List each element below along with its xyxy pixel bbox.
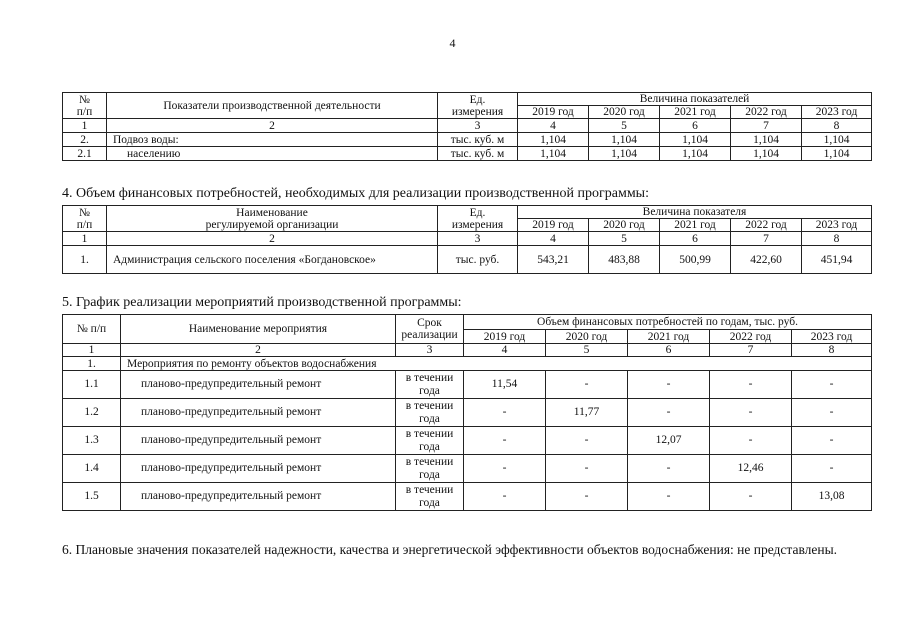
row-value: 1,104	[731, 133, 802, 147]
row-num: 1.3	[63, 427, 121, 455]
column-number: 5	[546, 344, 628, 357]
row-value: -	[628, 399, 710, 427]
column-number: 1	[63, 232, 107, 246]
row-num: 1.	[63, 246, 107, 274]
column-number: 6	[660, 119, 731, 133]
row-value: -	[792, 455, 872, 483]
row-value: 1,104	[731, 147, 802, 161]
col-header-values: Величина показателя	[518, 206, 872, 219]
row-num: 1.5	[63, 483, 121, 511]
section-4-heading: 4. Объем финансовых потребностей, необходимых для реализации производственной программы:	[62, 186, 649, 201]
schedule-table	[62, 314, 872, 511]
row-value: -	[792, 427, 872, 455]
page-number: 4	[449, 36, 456, 50]
col-header-year: 2022 год	[710, 330, 792, 344]
col-header-values: Объем финансовых потребностей по годам, тыс. руб.	[464, 315, 872, 330]
row-value: -	[792, 371, 872, 399]
col-header-organization: Наименование регулируемой организации	[107, 206, 438, 232]
row-unit: тыс. руб.	[438, 246, 518, 274]
column-number: 7	[731, 119, 802, 133]
financial-needs-table	[62, 205, 872, 274]
column-number: 8	[802, 119, 872, 133]
section-5-heading: 5. График реализации мероприятий производственной программы:	[62, 295, 462, 310]
row-num: 2.	[63, 133, 107, 147]
table-row	[63, 371, 872, 399]
col-header-year: 2020 год	[589, 106, 660, 119]
column-number: 3	[438, 119, 518, 133]
column-number: 5	[589, 119, 660, 133]
column-number: 2	[107, 232, 438, 246]
col-header-unit: Ед. измерения	[438, 93, 518, 119]
row-value: 451,94	[802, 246, 872, 274]
row-value: -	[792, 399, 872, 427]
column-number: 4	[518, 119, 589, 133]
column-number: 4	[464, 344, 546, 357]
row-value: 1,104	[802, 147, 872, 161]
row-unit: тыс. куб. м	[438, 147, 518, 161]
col-header-num: № п/п	[63, 93, 107, 119]
col-header-num: № п/п	[63, 206, 107, 232]
row-value: 13,08	[792, 483, 872, 511]
col-header-year: 2022 год	[731, 219, 802, 232]
row-value: -	[464, 427, 546, 455]
row-value: -	[628, 483, 710, 511]
table-row	[63, 427, 872, 455]
col-header-year: 2019 год	[518, 106, 589, 119]
col-header-unit: Ед. измерения	[438, 206, 518, 232]
row-value: -	[464, 455, 546, 483]
col-header-year: 2023 год	[802, 219, 872, 232]
row-num: 1.4	[63, 455, 121, 483]
row-name: Подвоз воды:	[107, 133, 438, 147]
row-value: -	[464, 483, 546, 511]
table-row	[63, 483, 872, 511]
col-header-year: 2023 год	[802, 106, 872, 119]
row-value: 1,104	[518, 147, 589, 161]
column-number: 1	[63, 119, 107, 133]
row-value: 1,104	[802, 133, 872, 147]
column-number: 2	[107, 119, 438, 133]
column-number: 3	[396, 344, 464, 357]
row-value: -	[710, 399, 792, 427]
row-value: 543,21	[518, 246, 589, 274]
table-row	[63, 246, 872, 274]
row-term: в течении года	[396, 427, 464, 455]
column-number-row	[63, 232, 872, 246]
col-header-year: 2021 год	[660, 106, 731, 119]
column-number: 6	[628, 344, 710, 357]
row-value: -	[710, 483, 792, 511]
row-value: 1,104	[660, 133, 731, 147]
row-name: населению	[107, 147, 438, 161]
col-header-year: 2019 год	[464, 330, 546, 344]
column-number: 5	[589, 232, 660, 246]
row-num: 1.2	[63, 399, 121, 427]
row-value: 12,07	[628, 427, 710, 455]
row-value: 12,46	[710, 455, 792, 483]
column-number: 3	[438, 232, 518, 246]
column-number: 2	[121, 344, 396, 357]
row-term: в течении года	[396, 455, 464, 483]
row-value: -	[710, 371, 792, 399]
row-value: -	[546, 455, 628, 483]
table-row	[63, 147, 872, 161]
column-number-row	[63, 344, 872, 357]
row-value: 1,104	[518, 133, 589, 147]
section-6-paragraph: 6. Плановые значения показателей надежности, качества и энергетической эффективности объектов водоснабжения: не представлены.	[62, 542, 838, 557]
row-value: -	[464, 399, 546, 427]
col-header-activity: Наименование мероприятия	[121, 315, 396, 344]
row-value: 1,104	[660, 147, 731, 161]
group-name: Мероприятия по ремонту объектов водоснабжения	[121, 357, 872, 371]
column-number: 6	[660, 232, 731, 246]
row-value: 1,104	[589, 133, 660, 147]
group-row	[63, 357, 872, 371]
row-value: -	[628, 455, 710, 483]
row-term: в течении года	[396, 483, 464, 511]
col-header-values: Величина показателей	[518, 93, 872, 106]
row-value: -	[628, 371, 710, 399]
col-header-year: 2022 год	[731, 106, 802, 119]
col-header-year: 2021 год	[660, 219, 731, 232]
column-number: 8	[802, 232, 872, 246]
row-term: в течении года	[396, 399, 464, 427]
column-number-row	[63, 119, 872, 133]
row-value: 483,88	[589, 246, 660, 274]
row-value: 11,77	[546, 399, 628, 427]
production-indicators-table	[62, 92, 872, 161]
col-header-year: 2020 год	[546, 330, 628, 344]
row-name: Администрация сельского поселения «Богдановское»	[107, 246, 438, 274]
row-value: 1,104	[589, 147, 660, 161]
column-number: 4	[518, 232, 589, 246]
col-header-term: Срок реализации	[396, 315, 464, 344]
row-value: 422,60	[731, 246, 802, 274]
row-num: 2.1	[63, 147, 107, 161]
column-number: 7	[731, 232, 802, 246]
row-value: -	[546, 427, 628, 455]
column-number: 1	[63, 344, 121, 357]
row-term: в течении года	[396, 371, 464, 399]
col-header-year: 2020 год	[589, 219, 660, 232]
row-value: -	[546, 371, 628, 399]
row-value: 500,99	[660, 246, 731, 274]
row-unit: тыс. куб. м	[438, 133, 518, 147]
col-header-year: 2019 год	[518, 219, 589, 232]
table-row	[63, 455, 872, 483]
row-name: планово-предупредительный ремонт	[121, 399, 396, 427]
col-header-indicator: Показатели производственной деятельности	[107, 93, 438, 119]
table-row	[63, 399, 872, 427]
col-header-year: 2021 год	[628, 330, 710, 344]
row-name: планово-предупредительный ремонт	[121, 371, 396, 399]
group-num: 1.	[63, 357, 121, 371]
column-number: 8	[792, 344, 872, 357]
row-value: -	[710, 427, 792, 455]
col-header-year: 2023 год	[792, 330, 872, 344]
row-value: -	[546, 483, 628, 511]
col-header-num: № п/п	[63, 315, 121, 344]
row-num: 1.1	[63, 371, 121, 399]
row-name: планово-предупредительный ремонт	[121, 455, 396, 483]
row-name: планово-предупредительный ремонт	[121, 427, 396, 455]
row-value: 11,54	[464, 371, 546, 399]
table-row	[63, 133, 872, 147]
column-number: 7	[710, 344, 792, 357]
row-name: планово-предупредительный ремонт	[121, 483, 396, 511]
